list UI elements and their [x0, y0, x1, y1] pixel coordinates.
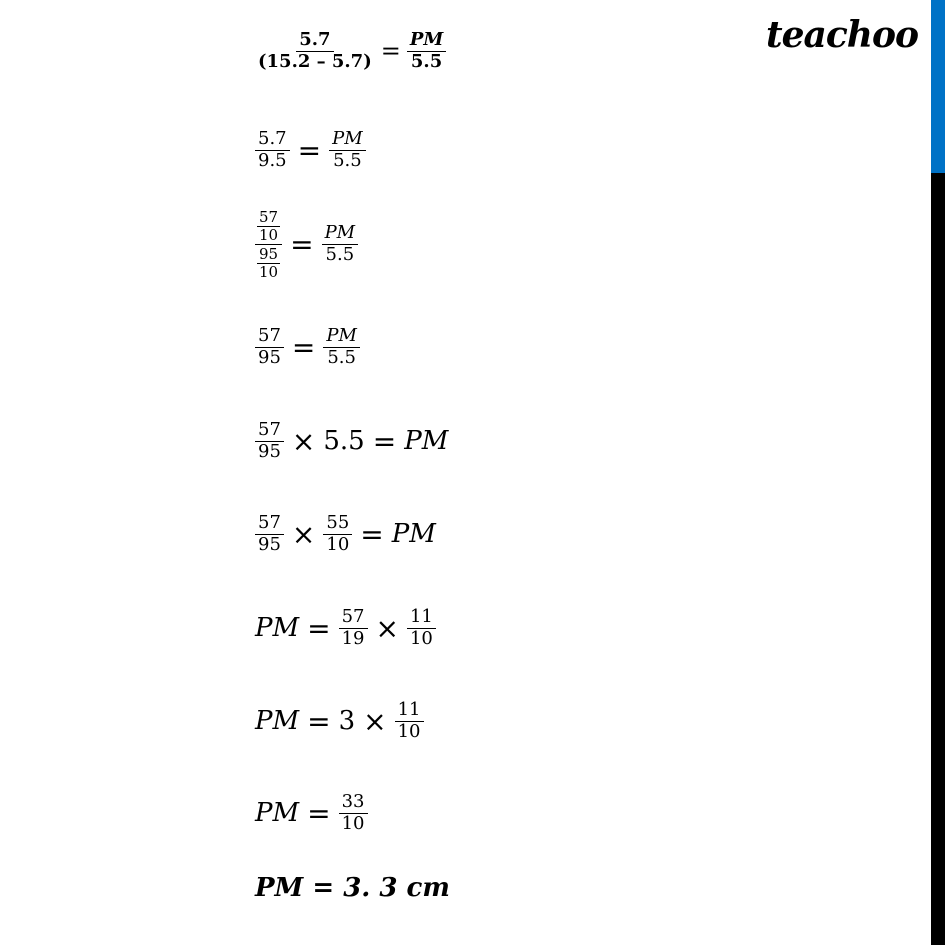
equals-sign: = — [307, 704, 331, 738]
step-6 — [255, 513, 436, 555]
variable: PM — [391, 519, 436, 550]
fraction: $\frac{57}{95}$ — [255, 326, 284, 368]
step-1 — [255, 30, 446, 72]
times-sign: × — [291, 424, 316, 458]
fraction: $\frac{5.7}{(15.2 - 5.7)}$ — [258, 29, 372, 72]
step-7 — [255, 607, 436, 649]
times-sign: × — [375, 611, 399, 645]
fraction: $\frac{PM}{5.5}$ — [322, 223, 359, 265]
fraction: $\frac{11}{10}$ — [407, 607, 436, 649]
fraction: $\frac{5.7}{9.5}$ — [255, 129, 290, 171]
step-5 — [255, 420, 448, 462]
value: 5.5 — [323, 426, 365, 457]
fraction: $\frac{57}{19}$ — [339, 607, 368, 649]
equals-sign: = — [372, 424, 397, 458]
final-answer-text: PM = 3. 3 cm — [255, 873, 450, 903]
step-8 — [255, 700, 424, 742]
fraction: $\frac{11}{10}$ — [395, 700, 424, 742]
equals-sign: = — [297, 133, 322, 167]
variable: PM — [255, 706, 300, 737]
complex-fraction — [255, 208, 282, 281]
fraction: $\frac{57}{95}$ — [255, 513, 284, 555]
fraction: $\frac{33}{10}$ — [339, 792, 368, 834]
fraction: $\frac{PM}{5.5}$ — [323, 326, 360, 368]
equals-sign: = — [307, 611, 331, 645]
times-sign: × — [363, 704, 387, 738]
fraction: $\frac{PM}{5.5}$ — [407, 30, 446, 72]
times-sign: × — [291, 517, 316, 551]
equals-sign: = — [307, 796, 331, 830]
fraction: $\frac{57}{10}$ — [259, 208, 279, 244]
final-answer — [255, 873, 450, 903]
variable: PM — [255, 613, 300, 644]
equals-sign: = — [290, 228, 314, 261]
variable: PM — [255, 798, 300, 829]
fraction: $\frac{57}{95}$ — [255, 420, 284, 462]
variable: PM — [404, 426, 449, 457]
equals-sign: = — [380, 37, 401, 66]
equals-sign: = — [291, 330, 316, 364]
fraction: $\frac{55}{10}$ — [323, 513, 352, 555]
sidebar-accent-blue — [931, 0, 945, 173]
equals-sign: = — [360, 517, 384, 551]
step-3 — [255, 208, 358, 281]
sidebar-accent-black — [931, 173, 945, 945]
teachoo-logo: teachoo — [766, 14, 918, 56]
step-9 — [255, 792, 368, 834]
fraction: $\frac{PM}{5.5}$ — [329, 129, 366, 171]
fraction: $\frac{95}{10}$ — [259, 245, 279, 281]
step-2 — [255, 129, 366, 171]
step-4 — [255, 326, 360, 368]
value: 3 — [338, 706, 356, 737]
